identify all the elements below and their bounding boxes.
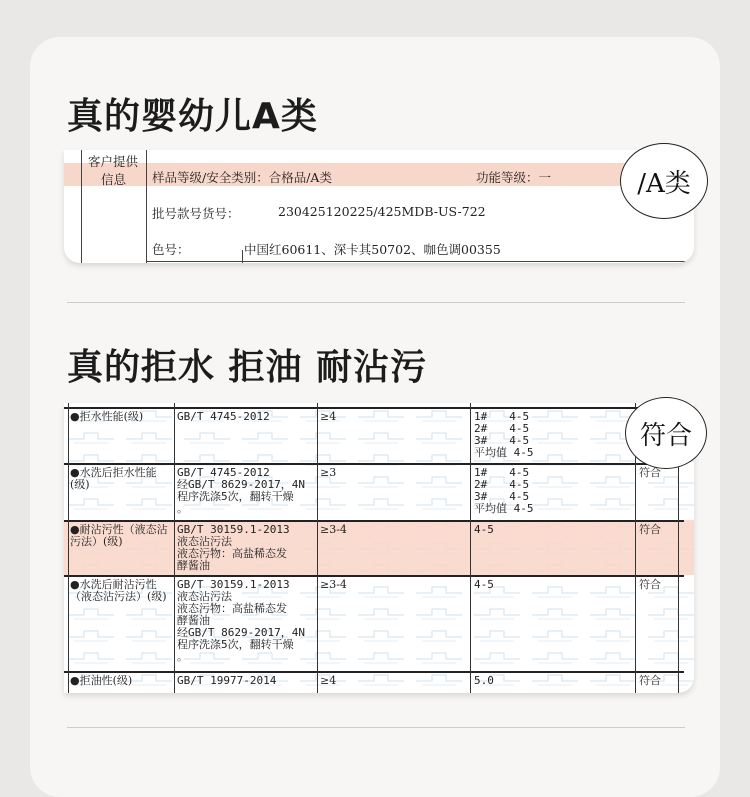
client-label: 客户提供 (88, 154, 139, 169)
row-method-line: GB/T 19977-2014 (177, 674, 277, 687)
row-verdict: 符合 (639, 466, 661, 479)
row-result-line: 2# 4-5 (474, 478, 530, 491)
row-item: ●拒水性能(级) (70, 410, 144, 423)
row-method-line: 程序洗涤5次，翻转干燥 (177, 638, 294, 651)
row-method-line: 液态污物：高盐稀态发 (177, 547, 287, 560)
row-item: ●水洗后拒水性能(级) (70, 466, 157, 491)
row-result-line: 3# 4-5 (474, 434, 530, 447)
section2-title: 真的拒水 拒油 耐沾污 (67, 347, 428, 388)
row-requirement: ≥3 (320, 466, 337, 479)
row-result-line: 4-5 (474, 578, 494, 591)
row-result-line: 平均值 4-5 (474, 446, 534, 459)
color-label: 色号： (152, 242, 190, 257)
row-method-line: GB/T 30159.1-2013 (177, 578, 290, 591)
row-method-line: 。 (177, 502, 188, 515)
batch-value: 230425120225/425MDB-US-722 (278, 204, 486, 219)
product-info-document (64, 150, 694, 263)
client-label-2: 信息 (101, 172, 127, 187)
row-result-line: 1# 4-5 (474, 410, 530, 423)
verdict-callout-bubble: 符合 (625, 397, 707, 469)
row-method-line: 经GB/T 8629-2017，4N (177, 478, 305, 491)
batch-label: 批号款号货号： (152, 206, 240, 221)
row-method-line: GB/T 4745-2012 (177, 466, 270, 479)
row-requirement: ≥3-4 (320, 578, 347, 591)
function-grade: 功能等级：一 (476, 170, 552, 185)
test-results-document (64, 403, 694, 693)
row-method-line: 酵酱油 (177, 614, 210, 627)
color-value: 中国红60611、深卡其50702、咖色调00355 (244, 242, 501, 257)
section-divider-bottom (67, 727, 685, 728)
grade-row: 样品等级/安全类别：合格品/A类 (152, 170, 332, 185)
row-method-line: GB/T 4745-2012 (177, 410, 270, 423)
row-result-line: 3# 4-5 (474, 490, 530, 503)
row-item: ●耐沾污性（液态沾污法）(级) (70, 523, 168, 548)
row-result-line: 2# 4-5 (474, 422, 530, 435)
row-verdict: 符合 (639, 674, 661, 687)
row-method-line: 。 (177, 650, 188, 663)
grade-callout-bubble: /A类 (620, 143, 708, 219)
section-divider (67, 302, 685, 303)
row-item: ●拒油性(级) (70, 674, 133, 687)
row-method-line: 液态污物：高盐稀态发 (177, 602, 287, 615)
row-requirement: ≥4 (320, 674, 337, 687)
row-result-line: 5.0 (474, 674, 494, 687)
row-method-line: 程序洗涤5次，翻转干燥 (177, 490, 294, 503)
row-requirement: ≥3-4 (320, 523, 347, 536)
row-requirement: ≥4 (320, 410, 337, 423)
row-method-line: 经GB/T 8629-2017，4N (177, 626, 305, 639)
row-method-line: 液态沾污法 (177, 590, 232, 603)
row-result-line: 4-5 (474, 523, 494, 536)
row-item: ●水洗后耐沾污性（液态沾污法）(级) (70, 578, 167, 603)
row-result-line: 平均值 4-5 (474, 502, 534, 515)
row-verdict: 符合 (639, 523, 661, 536)
row-method-line: 液态沾污法 (177, 535, 232, 548)
row-verdict: 符合 (639, 578, 661, 591)
row-method-line: 酵酱油 (177, 559, 210, 572)
row-method-line: GB/T 30159.1-2013 (177, 523, 290, 536)
section1-title: 真的婴幼儿A类 (67, 96, 318, 137)
row-result-line: 1# 4-5 (474, 466, 530, 479)
